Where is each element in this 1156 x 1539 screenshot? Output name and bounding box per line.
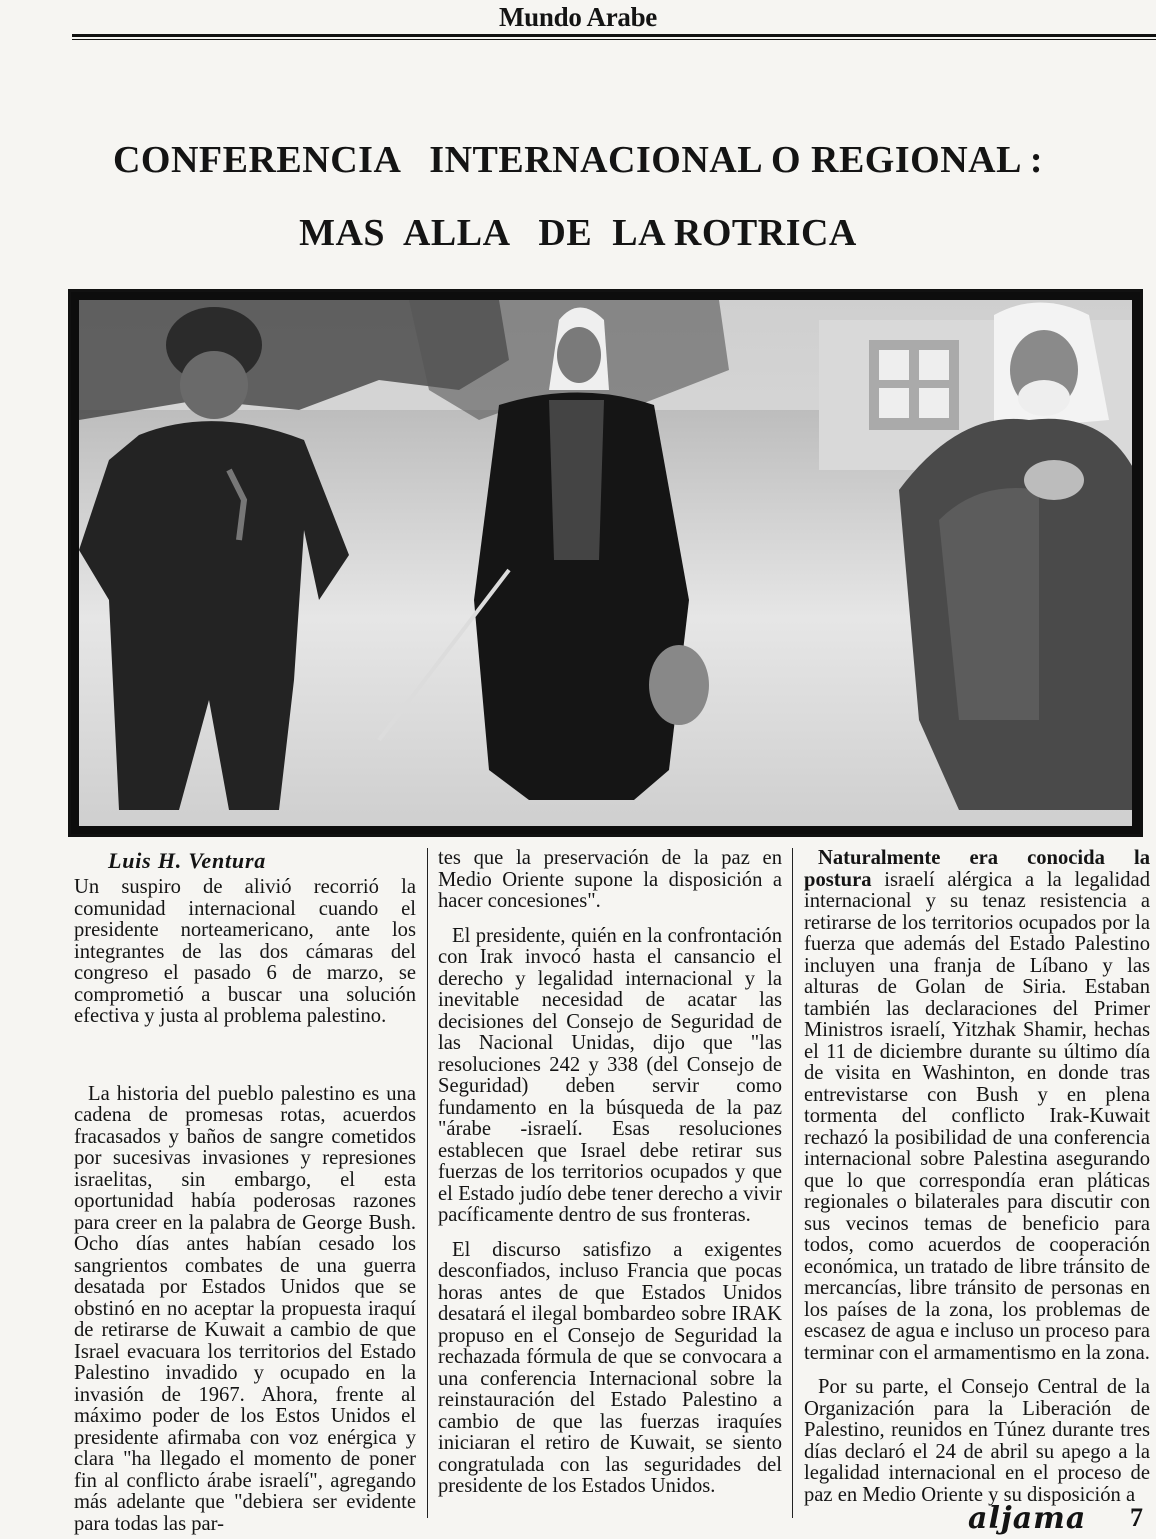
paragraph-6-lead: Naturalmente era conocida la postura: [804, 847, 1150, 891]
paragraph-3: tes que la preservación de la paz en Medio Oriente supone la disposición a hacer concesiones".: [438, 847, 782, 912]
column-rule-1: [427, 848, 428, 1518]
header-rule: [72, 34, 1156, 37]
article-photo: [68, 289, 1143, 837]
paragraph-5: El discurso satisfizo a exigentes desconfiados, incluso Francia que pocas horas antes de que Estados Unidos desatará el ilegal bombardeo sobre IRAK propuso en el Consejo de Seguridad la rechazada fórmula de que se convocara a una conferencia Internacional sobre la reinstauración del Estado Palestino a cambio de que las fuerzas iraquíes iniciaran el retiro de Kuwait, se siento congratulada con las seguridades del presidente de los Estados Unidos.: [438, 1238, 782, 1497]
article-column-1: [74, 848, 416, 1535]
magazine-logo: aljama: [968, 1501, 1087, 1536]
page-number: 7: [1130, 1503, 1143, 1532]
headline-line-2: MAS ALLA DE LA ROTRICA: [299, 212, 857, 254]
byline: Luis H. Ventura: [108, 848, 267, 873]
paragraph-4: El presidente, quién en la confrontación con Irak invocó hasta el cansancio el derecho y legalidad internacional y la inevitable necesidad de acatar las decisiones del Consejo de Seguridad de las Nacional Unidas, dijo que "las resoluciones 242 y 338 (del Consejo de Seguridad) deben servir como fundamento en la búsqueda de la paz "árabe -israelí. Esas resoluciones establecen que Israel debe retirar sus fuerzas de los territorios ocupados y que el Estado judío debe tener derecho a vivir pacíficamente dentro de sus fronteras.: [438, 924, 782, 1226]
paragraph-2: La historia del pueblo palestino es una cadena de promesas rotas, acuerdos fracasados y baños de sangre cometidos por sucesivas invasiones y represiones israelitas, sin embargo, el esta oportunidad había poderosas razones para creer en la palabra de George Bush. Ocho días antes habían cesado los sangrientos combates de una guerra desatada por Estados Unidos que se obstinó en no aceptar la propuesta iraquí de retirarse de Kuwait a cambio de que Israel evacuara los territorios del Estado Palestino invadido y ocupado en la invasión de 1967. Ahora, frente al máximo poder de los Estos Unidos el presidente afirmaba con voz enérgica y clara "ha llegado el momento de poner fin al conflicto árabe israelí", agregando más adelante que "debiera ser evidente para todas las par-: [74, 1082, 416, 1535]
section-header: Mundo Arabe: [499, 2, 657, 32]
column-rule-2: [792, 848, 793, 1518]
paragraph-6: [804, 848, 1150, 1364]
paragraph-6-body: israelí alérgica a la legalidad internacional y su tenaz resistencia a retirarse de los territorios ocupados por la fuerza que además del Estado Palestino incluyen una franja de Líbano y las alturas de Golan de Siria. Estaban también las declaraciones del Primer Ministros israelí, Yitzhak Shamir, hechas el 11 de diciembre durante su último día de visita en Washinton, en donde tras entrevistarse con Bush y en plena tormenta del conflicto Irak-Kuwait rechazó la posibilidad de una conferencia internacional sobre Palestina asegurando que lo que correspondía eran pláticas regionales o bilaterales para discutir con sus vecinos temas de beneficio para todos, como acuerdos de cooperación económica, un tratado de libre tránsito de mercancías, libre tránsito de personas en los países de la zona, los problemas de escasez de agua e incluso un proceso para terminar con el armamentismo en la zona.: [804, 868, 1150, 1364]
headline-line-1: CONFERENCIA INTERNACIONAL O REGIONAL :: [112, 139, 1043, 181]
paragraph-7: Por su parte, el Consejo Central de la Organización para la Liberación de Palestino, reunidos en Túnez durante tres días declaró el 24 de abril su apego a la legalidad internacional en el proceso de paz en Medio Oriente y su disposición a: [804, 1376, 1150, 1506]
article-column-2: [438, 848, 782, 1498]
header-rule-thin: [72, 39, 1156, 40]
paragraph-1: Un suspiro de alivió recorrió la comunidad internacional cuando el presidente norteamericano, ante los integrantes de las dos cámaras del congreso el pasado 6 de marzo, se comprometió a buscar una solución efectiva y justa al problema palestino.: [74, 876, 416, 1027]
article-column-3: [804, 848, 1150, 1506]
photo-image: [79, 300, 1132, 826]
